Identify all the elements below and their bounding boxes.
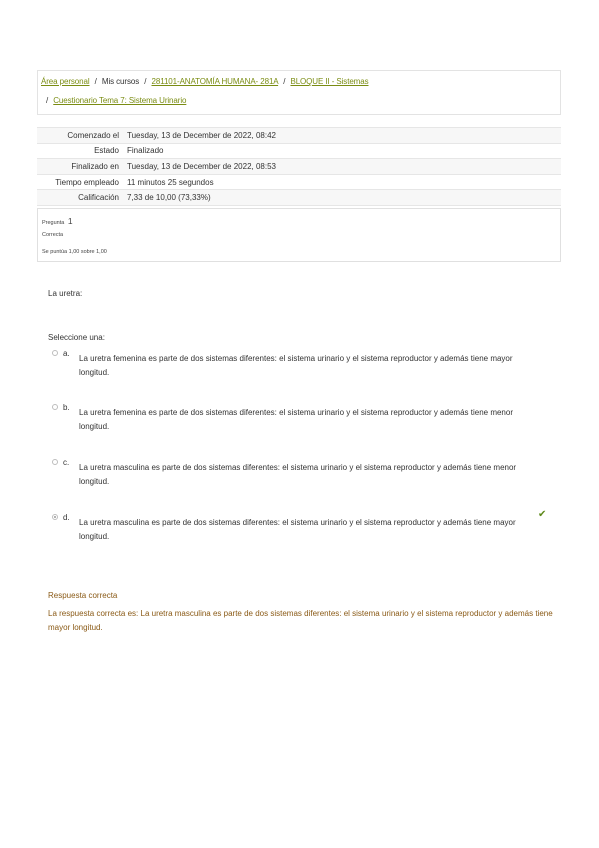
feedback-title: Respuesta correcta bbox=[48, 591, 118, 600]
question-state: Correcta bbox=[42, 232, 64, 238]
option-letter: b. bbox=[63, 403, 70, 412]
breadcrumb bbox=[37, 70, 561, 115]
breadcrumb-item-area-personal[interactable]: Área personal bbox=[41, 77, 90, 86]
breadcrumb-line-1 bbox=[41, 77, 369, 86]
summary-label: Comenzado el bbox=[37, 128, 127, 144]
question-text: La uretra: bbox=[48, 289, 83, 298]
breadcrumb-item-quiz[interactable]: Cuestionario Tema 7: Sistema Urinario bbox=[53, 96, 187, 105]
breadcrumb-separator: / bbox=[94, 77, 97, 86]
summary-value: 7,33 de 10,00 (73,33%) bbox=[127, 190, 561, 206]
summary-row-state bbox=[37, 143, 561, 159]
summary-value: Tuesday, 13 de December de 2022, 08:53 bbox=[127, 159, 561, 175]
summary-label: Calificación bbox=[37, 190, 127, 206]
option-text: La uretra femenina es parte de dos sistemas diferentes: el sistema urinario y el sistema reproductor y además tiene mayor longitud. bbox=[79, 354, 513, 377]
summary-row-grade bbox=[37, 190, 561, 206]
option-letter: d. bbox=[63, 513, 70, 522]
summary-value: Tuesday, 13 de December de 2022, 08:42 bbox=[127, 128, 561, 144]
attempt-summary-table bbox=[37, 127, 561, 206]
feedback-text: La respuesta correcta es: La uretra masculina es parte de dos sistemas diferentes: el sistema urinario y el sistema reproductor y además tiene mayor longitud. bbox=[48, 609, 553, 632]
summary-value: Finalizado bbox=[127, 143, 561, 159]
option-letter: c. bbox=[63, 458, 70, 467]
question-label: Pregunta bbox=[42, 220, 65, 226]
breadcrumb-item-mis-cursos: Mis cursos bbox=[101, 77, 140, 86]
summary-label: Tiempo empleado bbox=[37, 174, 127, 190]
summary-row-started bbox=[37, 128, 561, 144]
summary-value: 11 minutos 25 segundos bbox=[127, 174, 561, 190]
radio-button[interactable] bbox=[52, 350, 58, 356]
summary-row-time bbox=[37, 174, 561, 190]
option-text: La uretra masculina es parte de dos sistemas diferentes: el sistema urinario y el sistema reproductor y además tiene mayor longitud. bbox=[79, 518, 516, 541]
summary-label: Finalizado en bbox=[37, 159, 127, 175]
option-text: La uretra masculina es parte de dos sistemas diferentes: el sistema urinario y el sistema reproductor y además tiene menor longitud. bbox=[79, 463, 517, 486]
breadcrumb-separator: / bbox=[46, 96, 49, 105]
question-number bbox=[42, 216, 73, 226]
question-info-box bbox=[37, 208, 561, 262]
breadcrumb-separator: / bbox=[144, 77, 147, 86]
answer-prompt: Seleccione una: bbox=[48, 333, 105, 342]
breadcrumb-item-section[interactable]: BLOQUE II - Sistemas bbox=[290, 77, 369, 86]
radio-button[interactable] bbox=[52, 459, 58, 465]
option-letter: a. bbox=[63, 349, 70, 358]
breadcrumb-item-course[interactable]: 281101-ANATOMÍA HUMANA- 281A bbox=[151, 77, 279, 86]
check-icon: ✔ bbox=[538, 509, 547, 520]
summary-label: Estado bbox=[37, 143, 127, 159]
question-number-value: 1 bbox=[67, 216, 73, 226]
radio-button-selected[interactable] bbox=[52, 514, 58, 520]
breadcrumb-separator: / bbox=[283, 77, 286, 86]
summary-row-finished bbox=[37, 159, 561, 175]
radio-button[interactable] bbox=[52, 404, 58, 410]
question-grade: Se puntúa 1,00 sobre 1,00 bbox=[42, 249, 107, 255]
option-text: La uretra femenina es parte de dos sistemas diferentes: el sistema urinario y el sistema reproductor y además tiene menor longitud. bbox=[79, 408, 513, 431]
breadcrumb-line-2 bbox=[46, 96, 186, 105]
